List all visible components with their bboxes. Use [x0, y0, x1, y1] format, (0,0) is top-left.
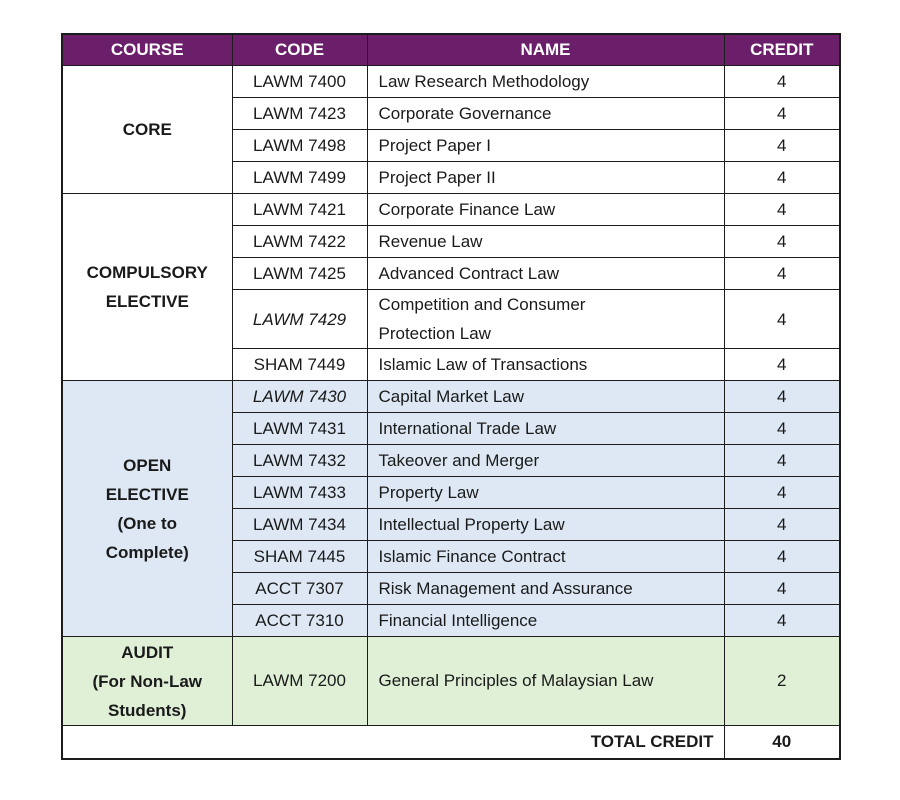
course-credit: 4 — [724, 290, 840, 349]
group-open-label-4: Complete) — [105, 542, 189, 562]
total-credit-label: TOTAL CREDIT — [62, 726, 724, 760]
course-code: LAWM 7432 — [232, 445, 367, 477]
header-credit: CREDIT — [724, 34, 840, 66]
table-row — [62, 66, 840, 98]
course-name: Corporate Finance Law — [367, 194, 724, 226]
course-name: Financial Intelligence — [367, 605, 724, 637]
group-compulsory-elective — [62, 194, 232, 381]
course-name: Advanced Contract Law — [367, 258, 724, 290]
course-credit: 4 — [724, 605, 840, 637]
group-core — [62, 66, 232, 194]
course-name: Project Paper II — [367, 162, 724, 194]
course-code: LAWM 7433 — [232, 477, 367, 509]
course-name: Property Law — [367, 477, 724, 509]
course-name: Intellectual Property Law — [367, 509, 724, 541]
course-code: LAWM 7431 — [232, 413, 367, 445]
header-course: COURSE — [62, 34, 232, 66]
course-code: LAWM 7499 — [232, 162, 367, 194]
course-name — [367, 290, 724, 349]
course-credit: 4 — [724, 258, 840, 290]
course-credit: 4 — [724, 226, 840, 258]
group-compulsory-label-2: ELECTIVE — [105, 292, 189, 311]
course-code: LAWM 7434 — [232, 509, 367, 541]
course-credit: 2 — [724, 637, 840, 726]
course-name: Risk Management and Assurance — [367, 573, 724, 605]
course-name: Law Research Methodology — [367, 66, 724, 98]
course-code: SHAM 7449 — [232, 349, 367, 381]
course-credit: 4 — [724, 477, 840, 509]
header-row — [62, 34, 840, 66]
course-name: Islamic Law of Transactions — [367, 349, 724, 381]
course-name: General Principles of Malaysian Law — [367, 637, 724, 726]
course-credit: 4 — [724, 194, 840, 226]
course-credit: 4 — [724, 381, 840, 413]
course-name: Corporate Governance — [367, 98, 724, 130]
course-code: LAWM 7429 — [232, 290, 367, 349]
course-code: LAWM 7422 — [232, 226, 367, 258]
course-name: Takeover and Merger — [367, 445, 724, 477]
course-name: Project Paper I — [367, 130, 724, 162]
group-compulsory-label-1: COMPULSORY — [86, 263, 208, 282]
group-core-label: CORE — [122, 120, 172, 139]
course-name: Revenue Law — [367, 226, 724, 258]
course-credit-table — [61, 33, 841, 760]
group-audit-label-2: (For Non-Law — [92, 671, 203, 691]
course-code: LAWM 7430 — [232, 381, 367, 413]
group-open-label-1: OPEN — [123, 455, 172, 475]
header-code: CODE — [232, 34, 367, 66]
group-audit — [62, 637, 232, 726]
course-name-line-1: Competition and Consumer — [378, 295, 586, 314]
course-credit: 4 — [724, 509, 840, 541]
course-code: SHAM 7445 — [232, 541, 367, 573]
course-code: LAWM 7200 — [232, 637, 367, 726]
group-audit-label-1: AUDIT — [121, 642, 174, 662]
table-row — [62, 637, 840, 726]
course-credit: 4 — [724, 66, 840, 98]
group-open-label-3: (One to — [117, 513, 177, 533]
course-code: ACCT 7310 — [232, 605, 367, 637]
group-audit-label-3: Students) — [108, 700, 187, 720]
group-open-label-2: ELECTIVE — [105, 484, 189, 504]
course-credit: 4 — [724, 573, 840, 605]
course-credit: 4 — [724, 413, 840, 445]
total-credit-value: 40 — [724, 726, 840, 760]
table-row — [62, 381, 840, 413]
course-code: LAWM 7423 — [232, 98, 367, 130]
course-name: Capital Market Law — [367, 381, 724, 413]
course-code: LAWM 7498 — [232, 130, 367, 162]
course-credit: 4 — [724, 130, 840, 162]
course-name: Islamic Finance Contract — [367, 541, 724, 573]
course-name-line-2: Protection Law — [378, 324, 491, 343]
course-code: LAWM 7400 — [232, 66, 367, 98]
table-row — [62, 194, 840, 226]
course-credit: 4 — [724, 98, 840, 130]
total-row — [62, 726, 840, 760]
course-credit: 4 — [724, 162, 840, 194]
course-code: LAWM 7425 — [232, 258, 367, 290]
group-open-elective — [62, 381, 232, 637]
course-name: International Trade Law — [367, 413, 724, 445]
course-credit: 4 — [724, 541, 840, 573]
header-name: NAME — [367, 34, 724, 66]
course-code: ACCT 7307 — [232, 573, 367, 605]
course-credit: 4 — [724, 349, 840, 381]
course-credit: 4 — [724, 445, 840, 477]
course-code: LAWM 7421 — [232, 194, 367, 226]
